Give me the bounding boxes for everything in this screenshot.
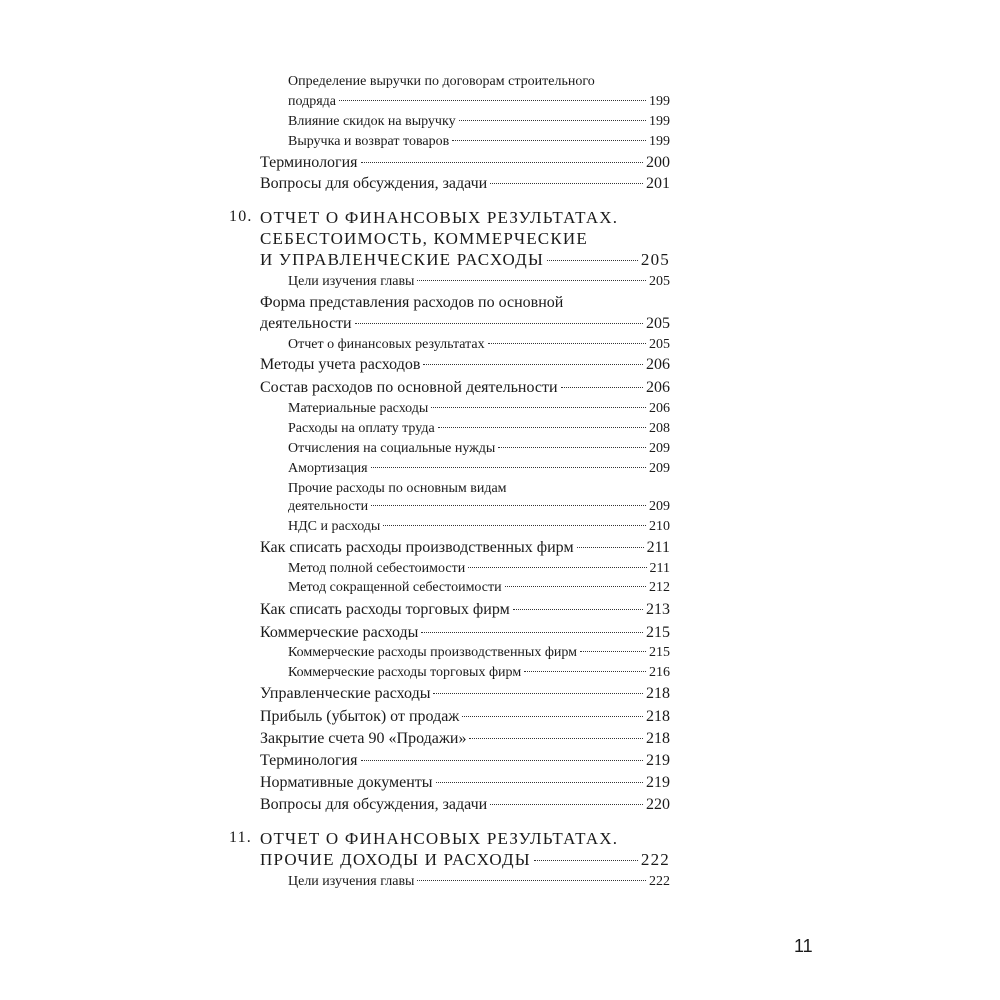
toc-entry-title: подряда: [288, 94, 336, 109]
toc-entry-title: Состав расходов по основной деятельности: [260, 379, 558, 396]
toc-page-number: 209: [649, 441, 670, 456]
dot-leader: [371, 505, 646, 506]
toc-entry[interactable]: [288, 874, 670, 890]
toc-entry-title: Метод сокращенной себестоимости: [288, 580, 502, 595]
toc-entry[interactable]: [288, 580, 670, 596]
dot-leader: [433, 693, 643, 694]
toc-entry[interactable]: [288, 421, 670, 437]
toc-page-number: 206: [646, 356, 670, 373]
toc-page-number: 205: [640, 250, 670, 269]
toc-entry[interactable]: [288, 337, 670, 353]
chapter-number: 11.: [229, 829, 253, 846]
toc-entry-title: Как списать расходы торговых фирм: [260, 601, 510, 618]
toc-entry-title: Закрытие счета 90 «Продажи»: [260, 730, 467, 747]
toc-entry-title: Вопросы для обсуждения, задачи: [260, 796, 488, 813]
toc-entry[interactable]: [260, 315, 670, 333]
dot-leader: [417, 880, 646, 881]
dot-leader: [468, 567, 646, 568]
toc-entry[interactable]: [288, 499, 670, 515]
toc-page-number: 199: [649, 94, 670, 109]
toc-entry[interactable]: [260, 601, 670, 619]
toc-entry-title: Коммерческие расходы производственных фирм: [288, 645, 578, 660]
page-number: 11: [794, 936, 813, 956]
toc-page-number: 205: [646, 315, 670, 332]
toc-entry-title: Терминология: [260, 752, 358, 769]
toc-page-number: 212: [649, 580, 670, 595]
toc-entry[interactable]: [260, 175, 670, 193]
chapter-title-line: ОТЧЕТ О ФИНАНСОВЫХ РЕЗУЛЬТАТАХ.: [260, 829, 619, 848]
toc-entry-title: деятельности: [288, 499, 369, 514]
chapter-title: ПРОЧИЕ ДОХОДЫ И РАСХОДЫ: [260, 850, 531, 869]
toc-entry-title: Прибыль (убыток) от продаж: [260, 708, 460, 725]
toc-page-number: 209: [649, 499, 670, 514]
toc-entry[interactable]: [260, 774, 670, 792]
dot-leader: [513, 609, 643, 610]
toc-page-number: 218: [646, 708, 670, 725]
dot-leader: [524, 671, 646, 672]
toc-entry[interactable]: [260, 154, 670, 172]
dot-leader: [431, 407, 646, 408]
toc-entry[interactable]: [288, 561, 670, 577]
toc-page-number: 200: [646, 154, 670, 171]
toc-entry[interactable]: [260, 356, 670, 374]
toc-entry-title: НДС и расходы: [288, 519, 381, 534]
dot-leader: [421, 632, 643, 633]
toc-entry[interactable]: [260, 796, 670, 814]
toc-page-number: 222: [649, 874, 670, 889]
toc-entry-title: Вопросы для обсуждения, задачи: [260, 175, 488, 192]
toc-page-number: 216: [649, 665, 670, 680]
dot-leader: [577, 547, 644, 548]
dot-leader: [459, 120, 646, 121]
dot-leader: [488, 343, 646, 344]
toc-page-number: 215: [649, 645, 670, 660]
toc-entry[interactable]: [260, 379, 670, 397]
dot-leader: [423, 364, 643, 365]
toc-page-number: 219: [646, 752, 670, 769]
toc-page-number: 205: [649, 337, 670, 352]
toc-page-number: 199: [649, 134, 670, 149]
dot-leader: [452, 140, 646, 141]
dot-leader: [561, 387, 643, 388]
toc-entry-title: Коммерческие расходы торговых фирм: [288, 665, 522, 680]
toc-entry[interactable]: [288, 645, 670, 661]
toc-page-number: 205: [649, 274, 670, 289]
dot-leader: [339, 100, 646, 101]
toc-page-number: 208: [649, 421, 670, 436]
toc-page-number: 199: [649, 114, 670, 129]
dot-leader: [355, 323, 643, 324]
toc-entry-line: Прочие расходы по основным видам: [288, 481, 507, 496]
toc-entry-title: Материальные расходы: [288, 401, 429, 416]
toc-entry[interactable]: [288, 665, 670, 681]
toc-entry-title: Цели изучения главы: [288, 274, 415, 289]
toc-entry-title: Терминология: [260, 154, 358, 171]
dot-leader: [547, 260, 638, 261]
dot-leader: [490, 183, 643, 184]
toc-entry[interactable]: [260, 685, 670, 703]
dot-leader: [383, 525, 646, 526]
toc-entry-title: Как списать расходы производственных фирм: [260, 539, 574, 556]
dot-leader: [438, 427, 646, 428]
toc-page-number: 222: [640, 850, 670, 869]
toc-entry-title: Отчисления на социальные нужды: [288, 441, 496, 456]
dot-leader: [490, 804, 643, 805]
dot-leader: [534, 860, 638, 861]
toc-entry[interactable]: [260, 624, 670, 642]
toc-entry[interactable]: [288, 134, 670, 150]
toc-entry-title: Методы учета расходов: [260, 356, 421, 373]
toc-entry[interactable]: [288, 94, 670, 110]
toc-entry-line: Определение выручки по договорам строительного: [288, 74, 595, 89]
toc-entry-title: Отчет о финансовых результатах: [288, 337, 485, 352]
toc-entry[interactable]: [288, 274, 670, 290]
toc-entry-title: Цели изучения главы: [288, 874, 415, 889]
dot-leader: [469, 738, 643, 739]
toc-entry-title: Амортизация: [288, 461, 368, 476]
toc-entry[interactable]: [288, 401, 670, 417]
toc-page-number: 211: [649, 561, 670, 576]
chapter-title-line: ОТЧЕТ О ФИНАНСОВЫХ РЕЗУЛЬТАТАХ.: [260, 208, 619, 227]
toc-entry-title: деятельности: [260, 315, 352, 332]
toc-entry-title: Нормативные документы: [260, 774, 433, 791]
dot-leader: [361, 162, 643, 163]
toc-entry[interactable]: [288, 461, 670, 477]
chapter-entry[interactable]: [260, 250, 670, 270]
toc-entry[interactable]: [260, 730, 670, 748]
dot-leader: [505, 586, 646, 587]
toc-page-number: 209: [649, 461, 670, 476]
toc-entry-title: Влияние скидок на выручку: [288, 114, 456, 129]
toc-entry-line: Форма представления расходов по основной: [260, 294, 564, 311]
toc-page-number: 218: [646, 685, 670, 702]
toc-page-number: 206: [649, 401, 670, 416]
chapter-entry[interactable]: [260, 850, 670, 870]
dot-leader: [462, 716, 643, 717]
toc-entry-title: Метод полной себестоимости: [288, 561, 466, 576]
toc-entry[interactable]: [260, 539, 670, 557]
dot-leader: [436, 782, 643, 783]
toc-entry[interactable]: [260, 708, 670, 726]
toc-page-number: 220: [646, 796, 670, 813]
chapter-title-line: СЕБЕСТОИМОСТЬ, КОММЕРЧЕСКИЕ: [260, 229, 588, 248]
dot-leader: [580, 651, 646, 652]
toc-page-number: 201: [646, 175, 670, 192]
toc-entry[interactable]: [288, 114, 670, 130]
dot-leader: [361, 760, 643, 761]
toc-page-number: 211: [646, 539, 670, 556]
toc-entry-title: Выручка и возврат товаров: [288, 134, 450, 149]
toc-page-number: 219: [646, 774, 670, 791]
toc-page-number: 215: [646, 624, 670, 641]
dot-leader: [371, 467, 646, 468]
dot-leader: [498, 447, 646, 448]
toc-page-number: 213: [646, 601, 670, 618]
toc-entry-title: Расходы на оплату труда: [288, 421, 435, 436]
toc-entry[interactable]: [288, 519, 670, 535]
toc-page-number: 210: [649, 519, 670, 534]
toc-entry-title: Коммерческие расходы: [260, 624, 419, 641]
toc-page-number: 218: [646, 730, 670, 747]
toc-entry[interactable]: [260, 752, 670, 770]
toc-entry-title: Управленческие расходы: [260, 685, 431, 702]
toc-entry[interactable]: [288, 441, 670, 457]
chapter-number: 10.: [229, 208, 253, 225]
toc-page-number: 206: [646, 379, 670, 396]
dot-leader: [417, 280, 646, 281]
chapter-title: И УПРАВЛЕНЧЕСКИЕ РАСХОДЫ: [260, 250, 544, 269]
